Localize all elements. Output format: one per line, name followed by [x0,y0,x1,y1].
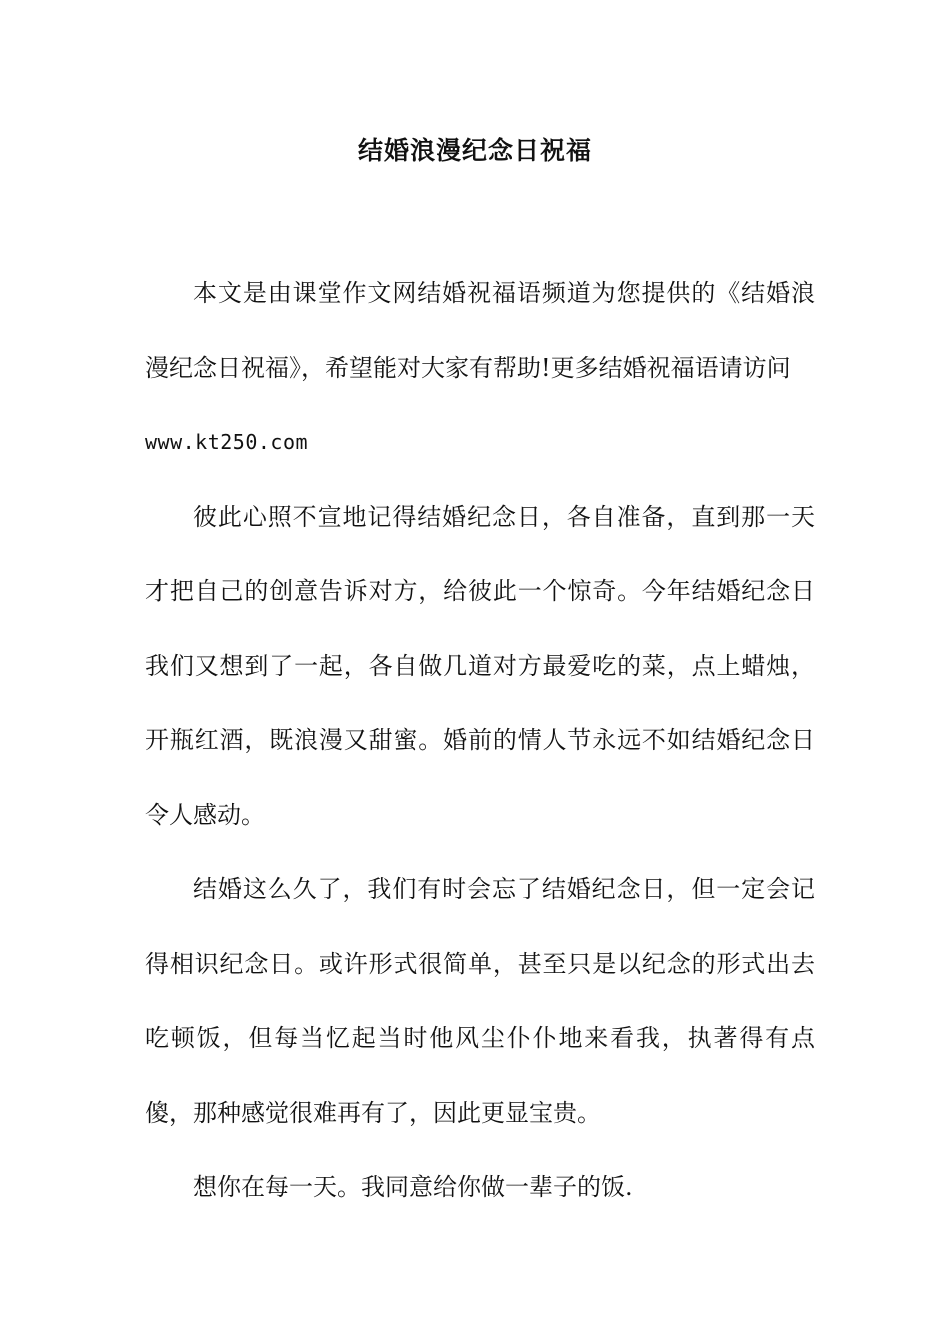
intro-paragraph [145,256,815,480]
body-paragraph: 结婚这么久了，我们有时会忘了结婚纪念日，但一定会记得相识纪念日。或许形式很简单，甚至只是以纪念的形式出去吃顿饭，但每当忆起当时他风尘仆仆地来看我，执著得有点傻，那种感觉很难再有了，因此更显宝贵。 [145,875,815,1127]
body-paragraph: 想你在每一天。我同意给你做一辈子的饭. [193,1173,633,1201]
page-title: 结婚浪漫纪念日祝福 [357,136,592,165]
intro-text: 本文是由课堂作文网结婚祝福语频道为您提供的《结婚浪漫纪念日祝福》，希望能对大家有帮助!更多结婚祝福语请访问 [145,279,815,382]
document-body [145,256,815,1225]
site-url: www.kt250.com [145,430,309,454]
body-paragraph: 彼此心照不宣地记得结婚纪念日，各自准备，直到那一天才把自己的创意告诉对方，给彼此一个惊奇。今年结婚纪念日我们又想到了一起，各自做几道对方最爱吃的菜，点上蜡烛，开瓶红酒，既浪漫又甜蜜。婚前的情人节永远不如结婚纪念日令人感动。 [145,502,815,829]
